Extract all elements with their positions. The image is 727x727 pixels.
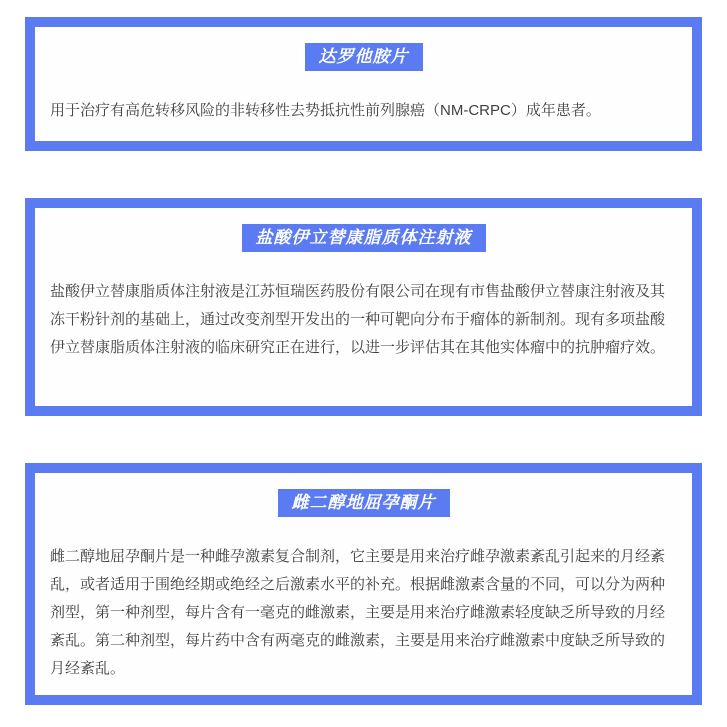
drug-card-estradiol-dydrogesterone (25, 463, 702, 705)
drug-card-darolutamide (25, 17, 702, 151)
drug-description: 盐酸伊立替康脂质体注射液是江苏恒瑞医药股份有限公司在现有市售盐酸伊立替康注射液及其冻干粉针剂的基础上，通过改变剂型开发出的一种可靶向分布于瘤体的新制剂。现有多项盐酸伊立替康脂质体注射液的临床研究正在进行，以进一步评估其在其他实体瘤中的抗肿瘤疗效。 (50, 283, 666, 356)
drug-title-row (49, 224, 678, 252)
drug-card-irinotecan-liposome (25, 198, 702, 416)
drug-title-row (49, 489, 678, 517)
drug-description: 用于治疗有高危转移风险的非转移性去势抵抗性前列腺癌（NM-CRPC）成年患者。 (50, 102, 601, 119)
drug-title-row (49, 43, 678, 71)
drug-description: 雌二醇地屈孕酮片是一种雌孕激素复合制剂，它主要是用来治疗雌孕激素紊乱引起来的月经紊乱，或者适用于围绝经期或绝经之后激素水平的补充。根据雌激素含量的不同，可以分为两种剂型，第一种剂型，每片含有一毫克的雌激素，主要是用来治疗雌激素轻度缺乏所导致的月经紊乱。第二种剂型，每片药中含有两毫克的雌激素，主要是用来治疗雌激素中度缺乏所导致的月经紊乱。 (50, 548, 666, 677)
drug-title-badge: 达罗他胺片 (305, 43, 423, 71)
drug-title-badge: 盐酸伊立替康脂质体注射液 (242, 224, 486, 252)
drug-title-badge: 雌二醇地屈孕酮片 (278, 489, 450, 517)
